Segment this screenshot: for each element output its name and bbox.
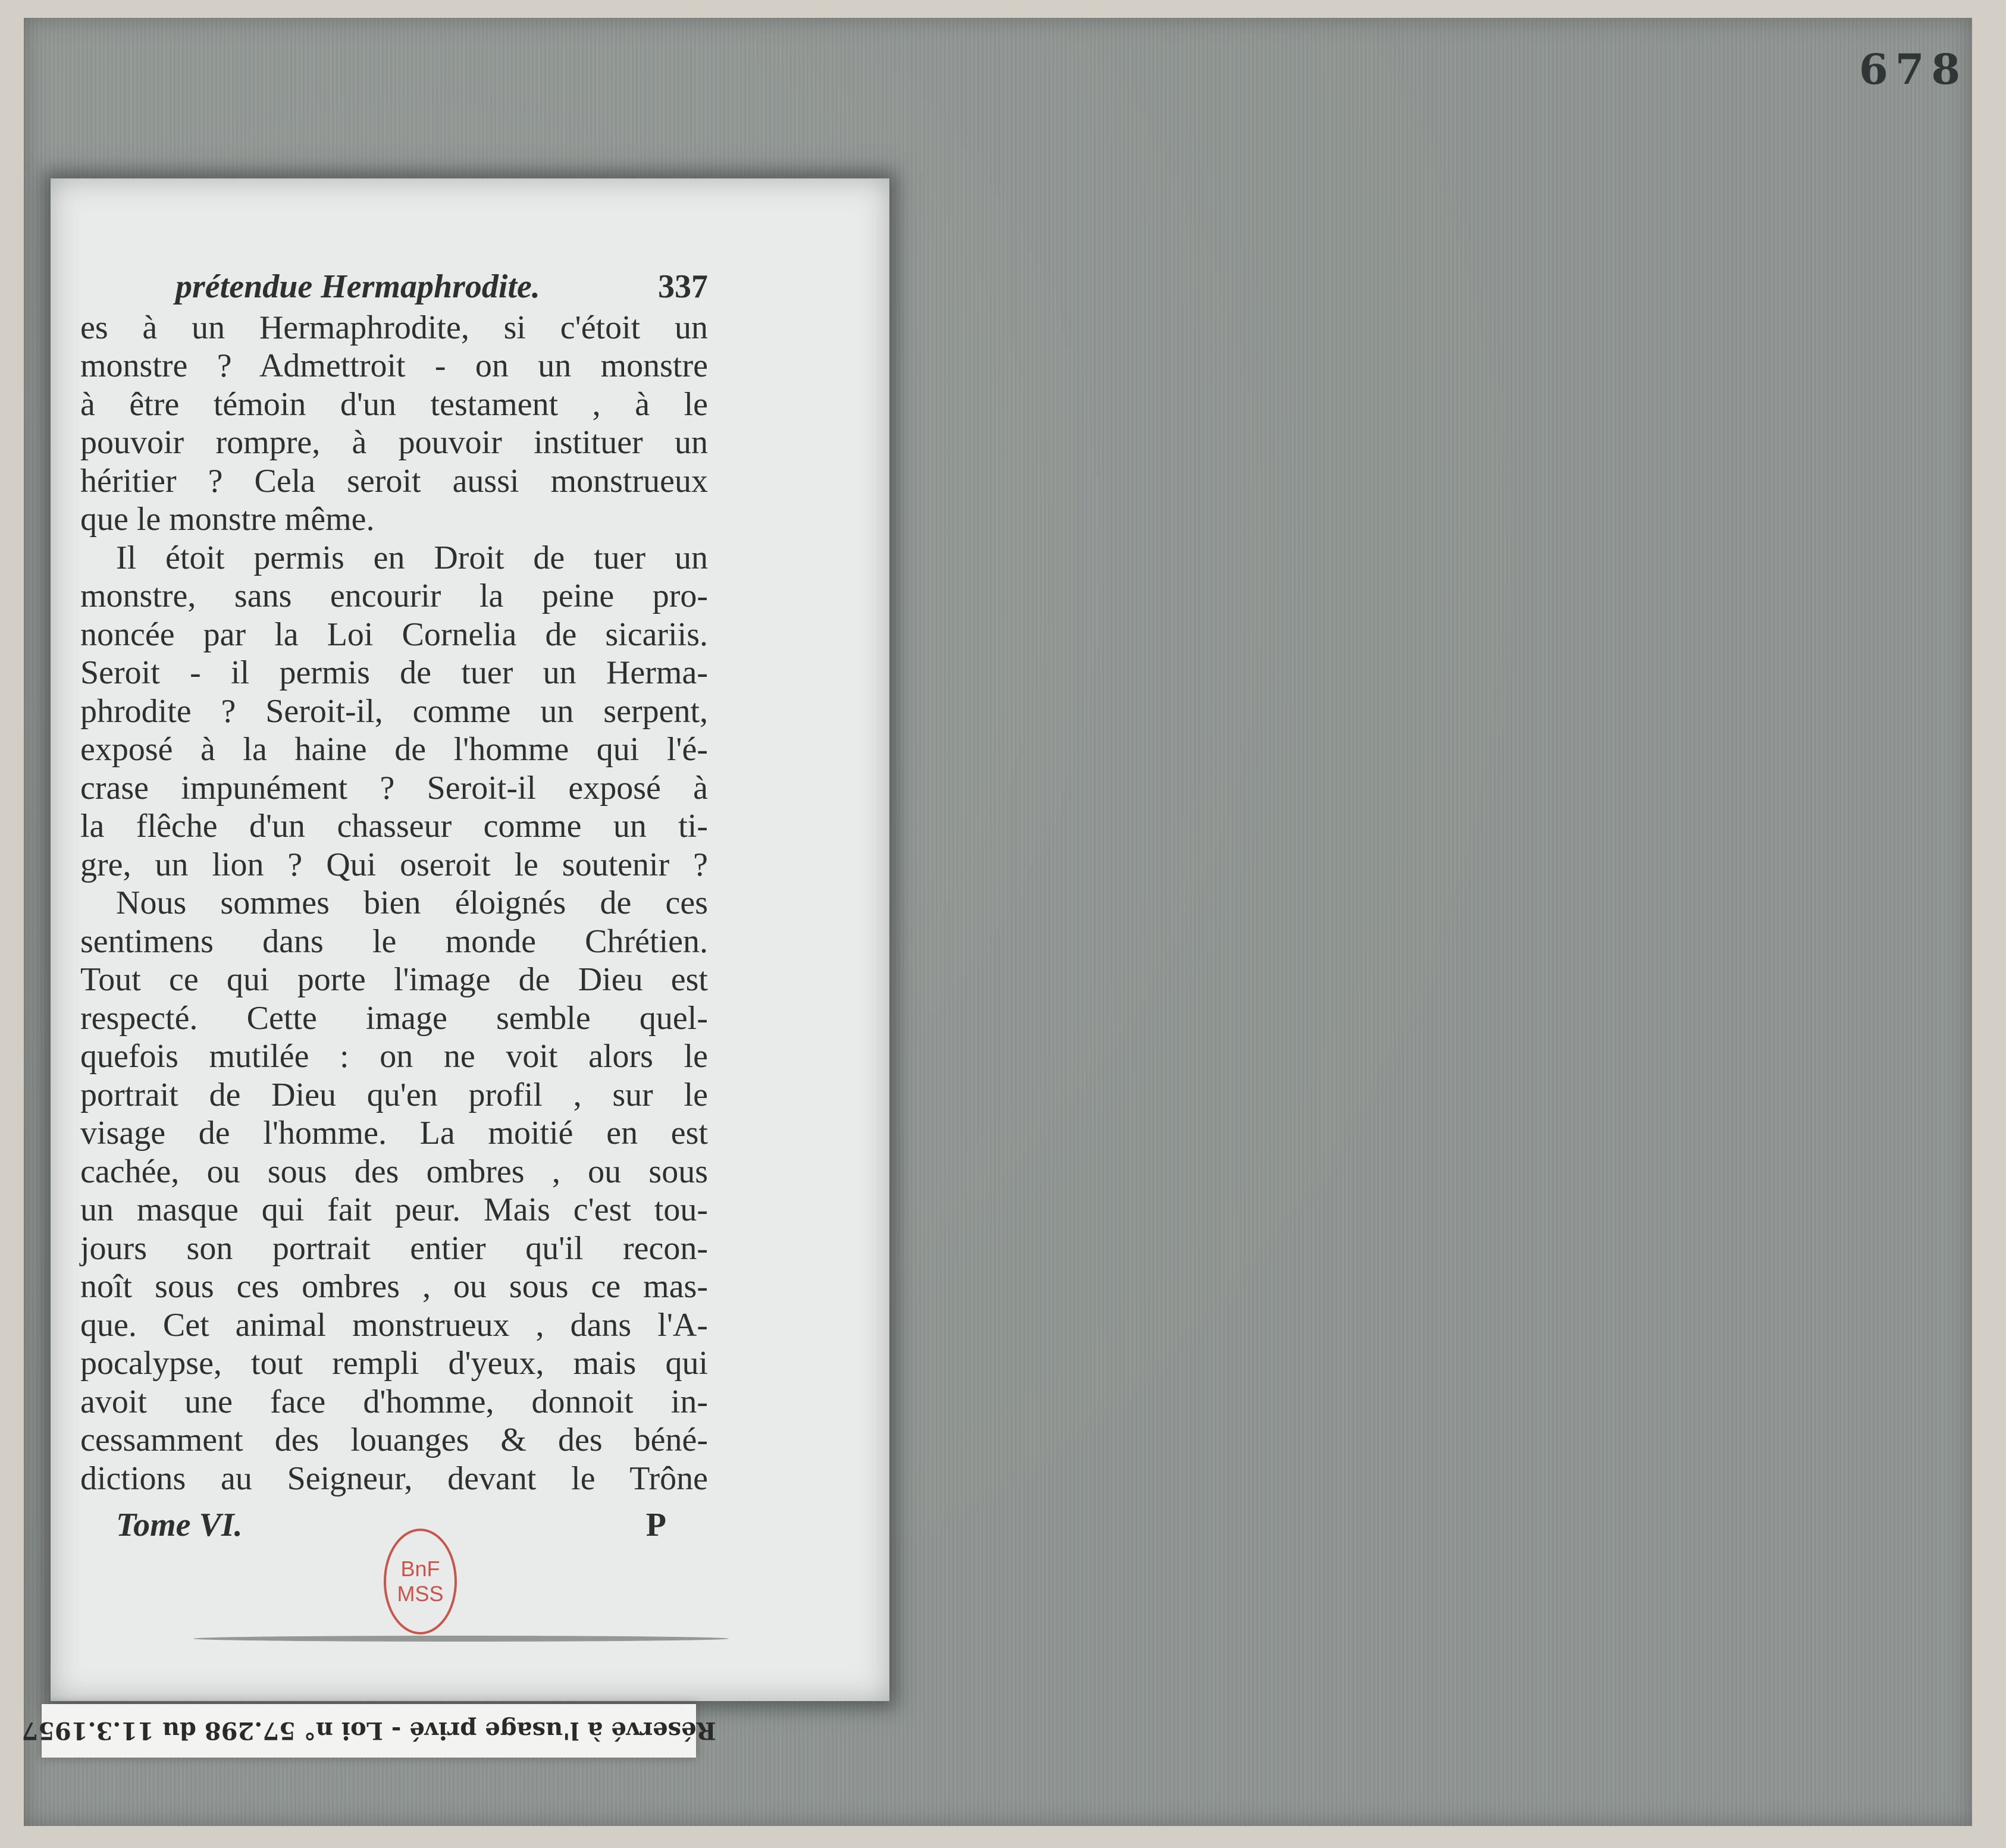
folio-number: 678 [1859,45,1968,94]
stamp-line-1: BnF [400,1557,440,1581]
text-line: respecté. Cette image semble quel- [80,999,708,1037]
copyright-strip [21,1704,716,1758]
text-line: visage de l'homme. La moitié en est [80,1115,708,1152]
page-text-block [80,268,708,1545]
text-line: que le monstre même. [80,501,375,538]
text-line: monstre, sans encourir la peine pro- [80,578,708,614]
running-head [80,268,708,306]
text-line: Il étoit permis en Droit de tuer un [116,539,708,576]
signature-letter: P [645,1507,666,1543]
text-line: Seroit - il permis de tuer un Herma- [80,654,708,691]
text-line: un masque qui fait peur. Mais c'est tou- [80,1191,708,1228]
text-line: phrodite ? Seroit-il, comme un serpent, [80,692,708,730]
running-title: prétendue Hermaphrodite. [175,268,540,305]
text-line: noît sous ces ombres , ou sous ce mas- [80,1268,708,1305]
text-line: Tout ce qui porte l'image de Dieu est [80,961,708,998]
bnf-library-stamp [384,1529,457,1634]
text-line: cessamment des louanges & des béné- [80,1422,708,1458]
page-number: 337 [658,268,708,305]
volume-mark: Tome VI. [116,1507,243,1543]
text-line: à être témoin d'un testament , à le [80,385,708,423]
text-line: es à un Hermaphrodite, si c'étoit un [80,309,708,346]
text-line: portrait de Dieu qu'en profil , sur le [80,1076,708,1113]
text-line: crase impunément ? Seroit-il exposé à [80,769,708,807]
text-line: que. Cet animal monstrueux , dans l'A- [80,1306,708,1344]
text-line: quefois mutilée : on ne voit alors le [80,1038,708,1075]
text-line: pouvoir rompre, à pouvoir instituer un [80,424,708,461]
ink-smudge [193,1636,729,1642]
text-line: gre, un lion ? Qui oseroit le soutenir ? [80,846,708,883]
text-line: pocalypse, tout rempli d'yeux, mais qui [80,1345,708,1382]
text-line: la flêche d'un chasseur comme un ti- [80,808,708,845]
text-line: exposé à la haine de l'homme qui l'é- [80,731,708,768]
text-line: Nous sommes bien éloignés de ces [116,884,708,921]
signature-line [80,1506,708,1545]
text-line: monstre ? Admettroit - on un monstre [80,347,708,384]
text-line: cachée, ou sous des ombres , ou sous [80,1153,708,1190]
text-line: jours son portrait entier qu'il recon- [80,1229,708,1267]
text-line: noncée par la Loi Cornelia de sicariis. [80,616,708,653]
copyright-notice: Réservé à l'usage privé - Loi n° 57.298 du 11.3.1957 [21,1717,716,1745]
text-line: héritier ? Cela seroit aussi monstrueux [80,462,708,500]
text-line: dictions au Seigneur, devant le Trône [80,1460,708,1497]
text-line: avoit une face d'homme, donnoit in- [80,1383,708,1420]
stamp-line-2: MSS [397,1582,444,1606]
text-line: sentimens dans le monde Chrétien. [80,923,708,960]
printed-page [51,178,889,1701]
